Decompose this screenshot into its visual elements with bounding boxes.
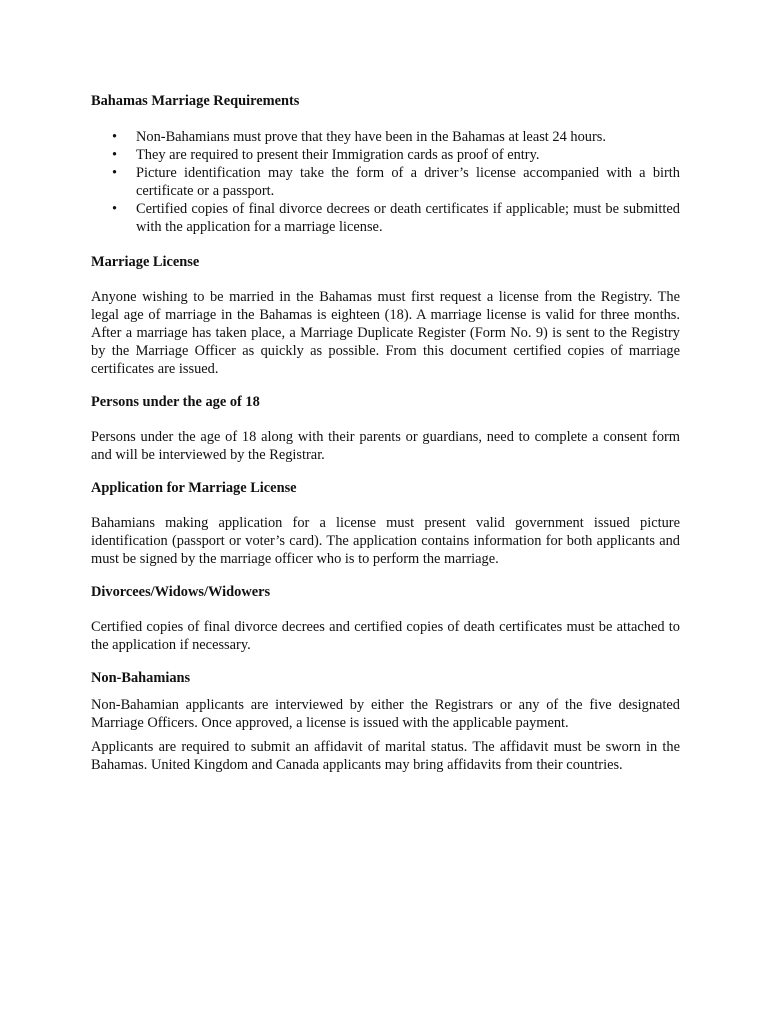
under18-heading: Persons under the age of 18 bbox=[91, 394, 260, 410]
document-page bbox=[91, 92, 680, 774]
divorcees-paragraph: Certified copies of final divorce decrees and certified copies of death certificates must be attached to the application if necessary. bbox=[91, 619, 680, 653]
non-bahamians-heading: Non-Bahamians bbox=[91, 670, 191, 686]
list-item-text: They are required to present their Immigration cards as proof of entry. bbox=[136, 147, 540, 163]
list-item-text: Non-Bahamians must prove that they have been in the Bahamas at least 24 hours. bbox=[136, 129, 606, 145]
list-item bbox=[91, 200, 680, 236]
bullet-icon: • bbox=[112, 129, 118, 145]
affidavit-paragraph: Applicants are required to submit an affidavit of marital status. The affidavit must be sworn in the Bahamas. United Kingdom and Canada applicants may bring affidavits from their countries. bbox=[91, 739, 680, 773]
list-item bbox=[91, 164, 680, 200]
list-item-text: Picture identification may take the form of a driver’s license accompanied with a birth certificate or a passport. bbox=[136, 165, 680, 199]
under18-paragraph: Persons under the age of 18 along with their parents or guardians, need to complete a consent form and will be interviewed by the Registrar. bbox=[91, 429, 680, 463]
list-item bbox=[91, 146, 680, 164]
requirements-heading: Bahamas Marriage Requirements bbox=[91, 93, 300, 109]
license-heading: Marriage License bbox=[91, 254, 200, 270]
application-paragraph: Bahamians making application for a license must present valid government issued picture identification (passport or voter’s card). The application contains information for both applicants and must be signed by the marriage officer who is to perform the marriage. bbox=[91, 515, 680, 567]
bullet-icon: • bbox=[112, 165, 118, 181]
bullet-icon: • bbox=[112, 201, 118, 217]
divorcees-heading: Divorcees/Widows/Widowers bbox=[91, 584, 271, 600]
application-heading: Application for Marriage License bbox=[91, 480, 297, 496]
bullet-icon: • bbox=[112, 147, 118, 163]
requirements-list bbox=[91, 128, 680, 236]
list-item-text: Certified copies of final divorce decrees or death certificates if applicable; must be submitted with the application for a marriage license. bbox=[136, 201, 680, 235]
license-paragraph: Anyone wishing to be married in the Bahamas must first request a license from the Registry. The legal age of marriage in the Bahamas is eighteen (18). A marriage license is valid for three months. After a marriage has taken place, a Marriage Duplicate Register (Form No. 9) is sent to the Registry by the Marriage Officer as quickly as possible. From this document certified copies of marriage certificates are issued. bbox=[91, 289, 680, 377]
list-item bbox=[91, 128, 680, 146]
non-bahamians-paragraph: Non-Bahamian applicants are interviewed by either the Registrars or any of the five designated Marriage Officers. Once approved, a license is issued with the applicable payment. bbox=[91, 697, 680, 731]
